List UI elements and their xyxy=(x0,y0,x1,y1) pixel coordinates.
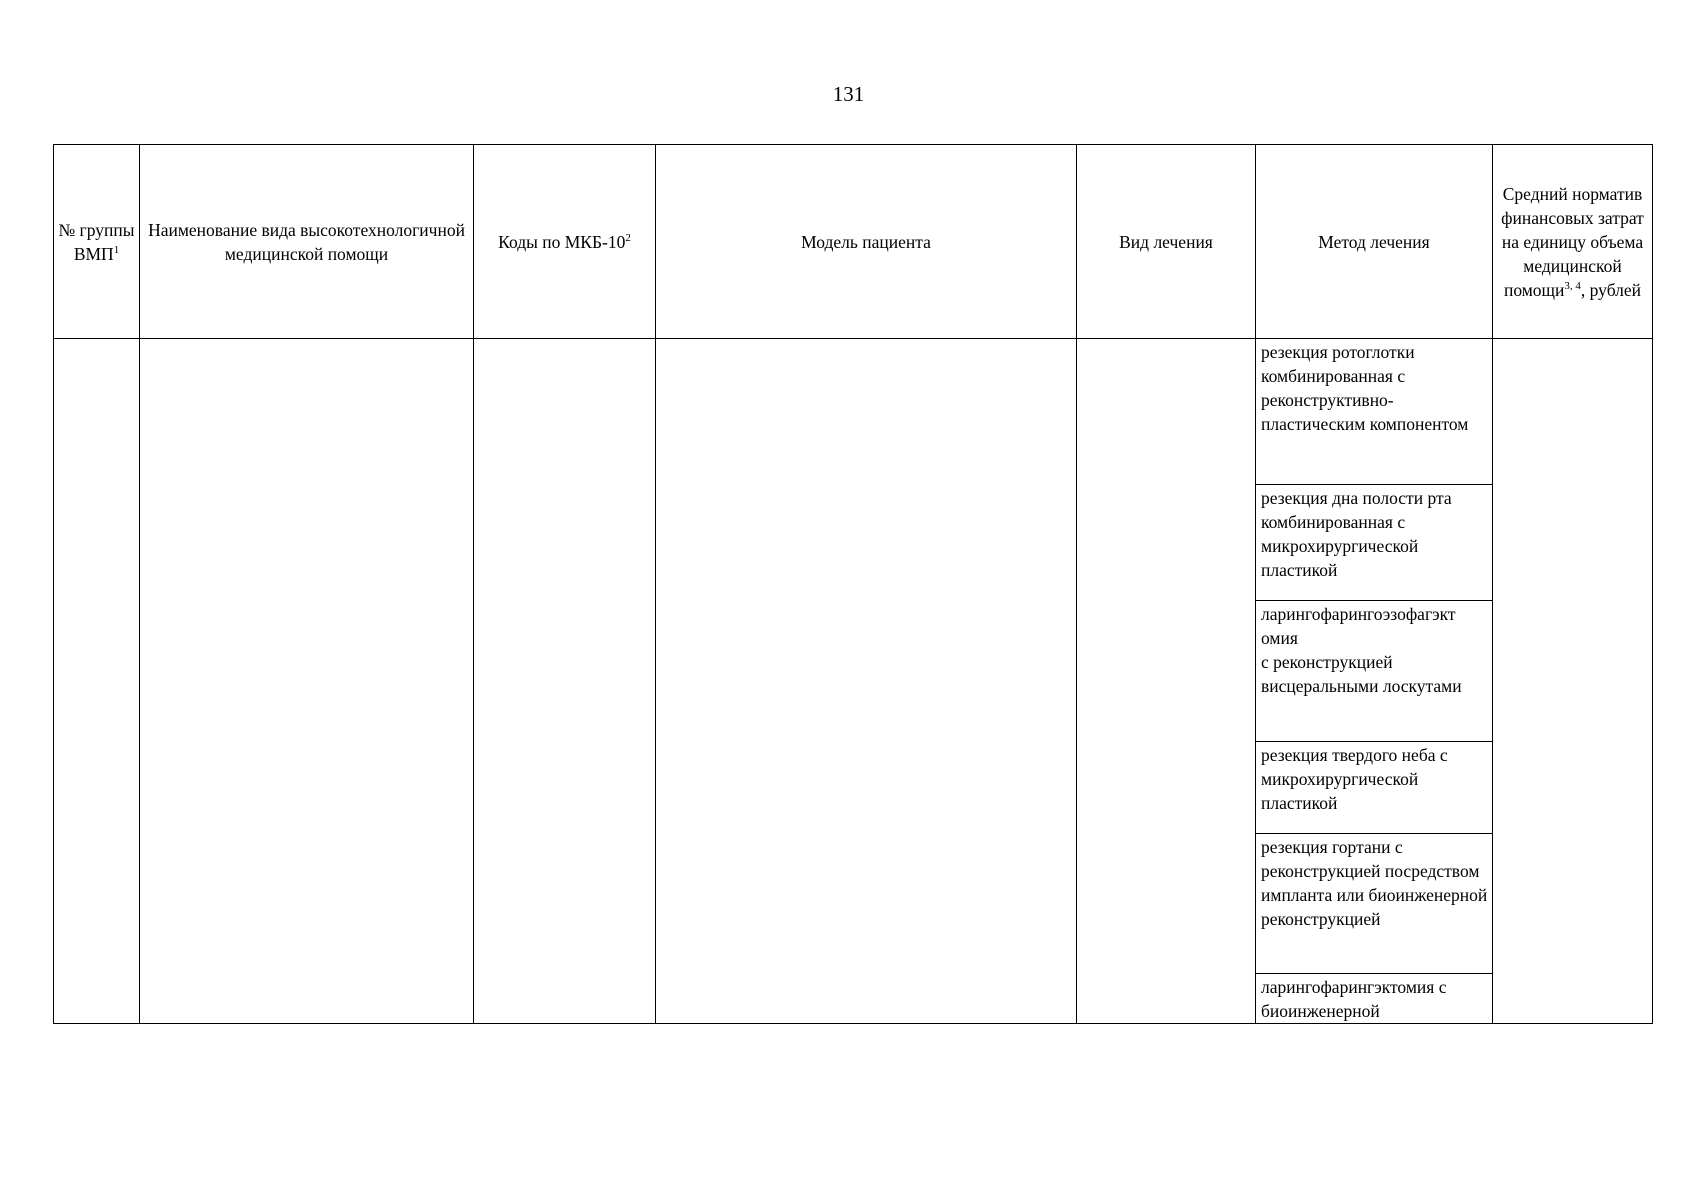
method-text: резекция гортани с реконструкцией посредством импланта или биоинженерной реконструкцией xyxy=(1261,836,1488,929)
footnote-ref-3-4: 3, 4 xyxy=(1564,279,1581,292)
header-group-no-text: № группы ВМП xyxy=(58,219,135,264)
method-text: резекция дна полости рта комбинированная с микрохирургической пластикой xyxy=(1261,487,1452,580)
header-patient-model xyxy=(656,145,1077,339)
method-text: резекция твердого неба с микрохирургической пластикой xyxy=(1261,744,1448,813)
header-treatment-type xyxy=(1077,145,1256,339)
cell-treatment-type xyxy=(1077,339,1256,1024)
method-list xyxy=(1256,339,1492,1023)
cell-care-name xyxy=(140,339,474,1024)
header-treatment-method xyxy=(1256,145,1493,339)
cell-group-no xyxy=(54,339,140,1024)
method-item xyxy=(1256,339,1492,485)
cell-patient-model xyxy=(656,339,1077,1024)
cell-avg-cost xyxy=(1493,339,1653,1024)
method-item xyxy=(1256,601,1492,742)
cell-icd-codes xyxy=(474,339,656,1024)
header-icd-codes xyxy=(474,145,656,339)
header-avg-cost-text: Средний норматив финансовых затрат на единицу объема медицинской помощи xyxy=(1501,183,1644,300)
header-group-no xyxy=(54,145,140,339)
method-item xyxy=(1256,742,1492,834)
header-avg-cost-suffix: , рублей xyxy=(1580,279,1642,300)
header-avg-cost xyxy=(1493,145,1653,339)
header-treatment-method-text: Метод лечения xyxy=(1318,231,1430,252)
method-item xyxy=(1256,974,1492,1023)
header-icd-codes-text: Коды по МКБ-10 xyxy=(498,231,626,252)
footnote-ref-2: 2 xyxy=(625,231,631,244)
footnote-ref-1: 1 xyxy=(113,243,120,256)
header-treatment-type-text: Вид лечения xyxy=(1119,231,1213,252)
method-text: резекция ротоглотки комбинированная с реконструктивно- пластическим компонентом xyxy=(1261,342,1469,434)
method-item xyxy=(1256,834,1492,975)
header-patient-model-text: Модель пациента xyxy=(801,231,931,252)
method-text: ларингофарингоэзофагэкт омия с реконструкцией висцеральными лоскутами xyxy=(1261,604,1462,697)
page-number: 131 xyxy=(832,82,865,106)
header-care-name-text: Наименование вида высокотехнологичной медицинской помощи xyxy=(148,219,465,264)
treatment-table xyxy=(53,144,1653,1024)
cell-treatment-method xyxy=(1256,339,1493,1024)
method-item xyxy=(1256,485,1492,602)
table-header-row xyxy=(54,145,1653,339)
header-care-name xyxy=(140,145,474,339)
method-text: ларингофарингэктомия с биоинженерной xyxy=(1261,977,1447,1022)
table-row xyxy=(54,339,1653,1024)
